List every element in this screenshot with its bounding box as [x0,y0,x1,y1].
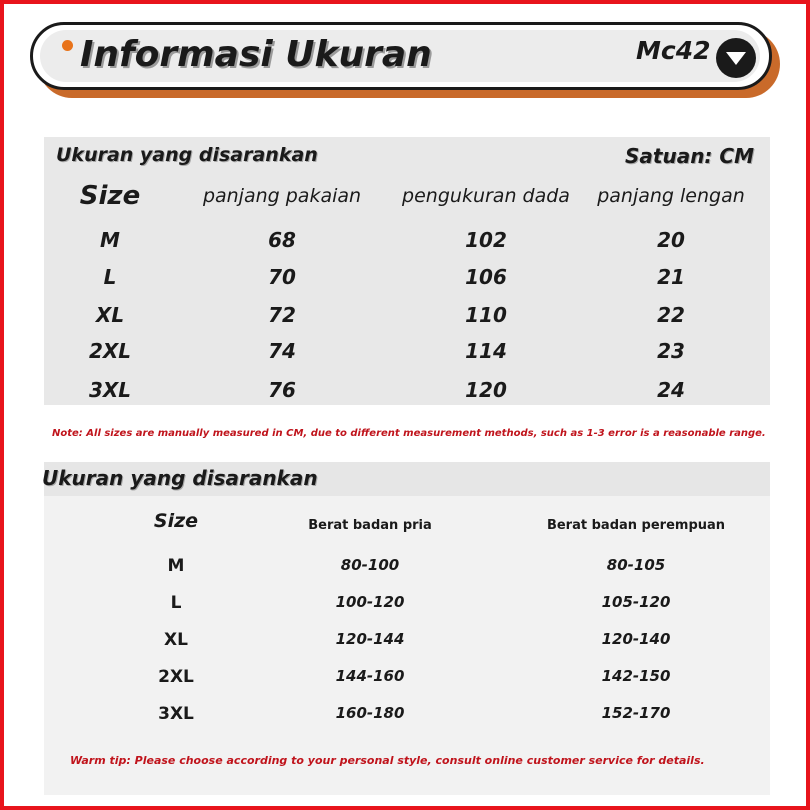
size-table-cell: 20 [657,228,685,252]
size-table-cell: 21 [657,265,685,289]
size-table-col-header: panjang lengan [597,185,745,207]
weight-table-heading: Ukuran yang disarankan [42,466,318,490]
size-table-cell: 106 [465,265,507,289]
size-table-col-header: pengukuran dada [402,185,570,207]
weight-table-cell: 120-140 [601,630,671,648]
measurement-note: Note: All sizes are manually measured in CM, due to different measurement methods, such as 1-3 error is a reasonable range. [52,428,766,439]
size-table-cell: 24 [657,378,685,402]
dropdown-button[interactable] [716,38,756,78]
weight-table-panel [44,462,770,795]
weight-table-col-header: Berat badan pria [308,518,432,533]
size-table-cell: 23 [657,339,685,363]
product-code: Mc42 [636,36,711,65]
size-table-size-cell: 2XL [88,339,132,363]
size-table-size-cell: L [103,265,117,289]
size-table-cell: 102 [465,228,507,252]
bullet-dot [62,40,73,51]
weight-table-cell: 160-180 [335,704,405,722]
size-table-cell: 76 [268,378,296,402]
size-table-cell: 110 [465,303,507,327]
size-table-size-cell: XL [95,303,125,327]
size-table-cell: 120 [465,378,507,402]
weight-table-cell: 142-150 [601,667,671,685]
size-table-col-header: Size [79,181,141,211]
weight-table-cell: 100-120 [335,593,405,611]
weight-table-cell: 144-160 [335,667,405,685]
size-table-heading: Ukuran yang disarankan [56,144,318,166]
weight-table-size-cell: 3XL [158,704,194,724]
weight-table-cell: 80-105 [606,556,666,574]
weight-table-size-cell: M [167,556,185,576]
size-table-cell: 68 [268,228,296,252]
unit-label: Satuan: CM [625,144,754,168]
size-table-cell: 22 [657,303,685,327]
weight-table-size-cell: XL [164,630,188,650]
size-table-cell: 74 [268,339,296,363]
size-table-size-cell: 3XL [88,378,132,402]
weight-table-cell: 152-170 [601,704,671,722]
weight-table-col-header: Berat badan perempuan [546,518,726,533]
warm-tip: Warm tip: Please choose according to your personal style, consult online customer service for details. [70,754,705,767]
weight-table-col-header: Size [153,510,199,532]
weight-table-size-cell: 2XL [158,667,194,687]
weight-table-cell: 80-100 [340,556,400,574]
size-table-cell: 72 [268,303,296,327]
size-table-cell: 70 [268,265,296,289]
weight-table-cell: 120-144 [335,630,405,648]
weight-table-size-cell: L [170,593,182,613]
page-title: Informasi Ukuran [80,34,432,75]
size-table-cell: 114 [465,339,507,363]
weight-table-cell: 105-120 [601,593,671,611]
triangle-down-icon [716,38,756,78]
size-table-size-cell: M [100,228,120,252]
size-table-col-header: panjang pakaian [202,185,362,207]
